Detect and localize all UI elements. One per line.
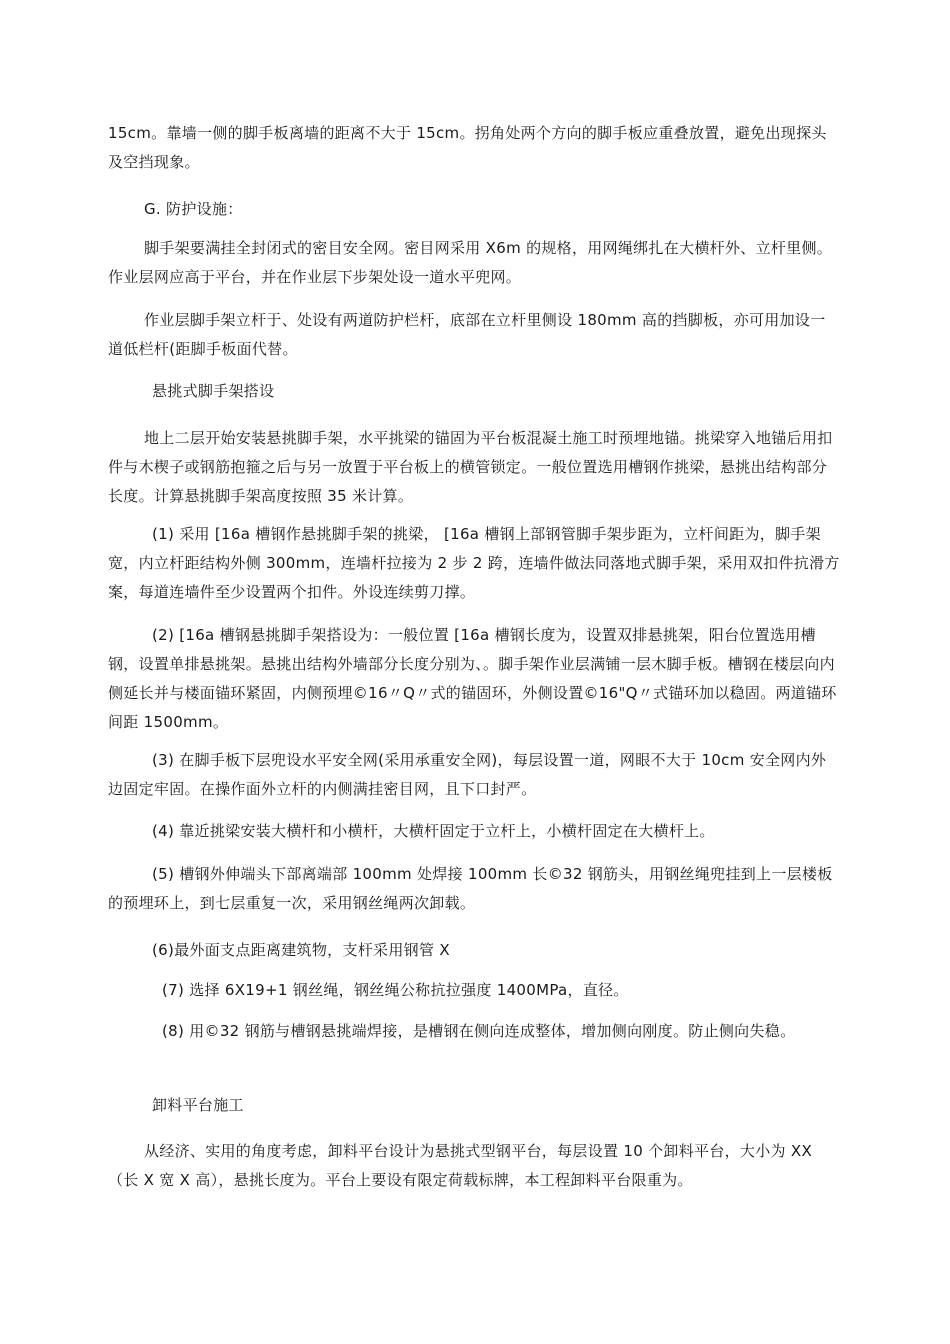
paragraph-safety-net: 脚手架要满挂全封闭式的密目安全网。密目网采用 X6m 的规格，用网绳绑扎在大横杆外、立杆里侧。作业层网应高于平台，并在作业层下步架处设一道水平兜网。 <box>108 239 833 286</box>
heading-cantilever-scaffold: 悬挑式脚手架搭设 <box>152 382 275 400</box>
heading-protection: G. 防护设施： <box>144 200 243 218</box>
list-item-4: (4) 靠近挑梁安装大横杆和小横杆，大横杆固定于立杆上，小横杆固定在大横杆上。 <box>152 822 715 840</box>
paragraph-unloading-platform: 从经济、实用的角度考虑，卸料平台设计为悬挑式型钢平台，每层设置 10 个卸料平台，大小为 XX（长 X 宽 X 高），悬挑长度为。平台上要设有限定荷载标牌，本工程卸料平台限重为。 <box>108 1142 813 1189</box>
paragraph-cantilever-install: 地上二层开始安装悬挑脚手架，水平挑梁的锚固为平台板混凝土施工时预埋地锚。挑梁穿入地锚后用扣件与木楔子或钢筋抱箍之后与另一放置于平台板上的横管锁定。一般位置选用槽钢作挑梁，悬挑出结构部分长度。计算悬挑脚手架高度按照 35 米计算。 <box>108 429 833 505</box>
paragraph-board-spacing: 15cm。靠墙一侧的脚手板离墙的距离不大于 15cm。拐角处两个方向的脚手板应重叠放置，避免出现探头及空挡现象。 <box>108 124 827 171</box>
list-item-3: (3) 在脚手板下层兜设水平安全网(采用承重安全网)，每层设置一道，网眼不大于 10cm 安全网内外边固定牢固。在操作面外立杆的内侧满挂密目网，且下口封严。 <box>108 751 827 798</box>
list-item-7: (7) 选择 6X19+1 钢丝绳，钢丝绳公称抗拉强度 1400MPa，直径。 <box>162 981 629 999</box>
list-item-2: (2) [16a 槽钢悬挑脚手架搭设为：一般位置 [16a 槽钢长度为，设置双排悬挑架，阳台位置选用槽钢，设置单排悬挑架。悬挑出结构外墙部分长度分别为、。脚手架作业层满铺一层木脚手板。槽钢在楼层向内侧延长并与楼面锚环紧固，内侧预埋©16〃Q〃式的锚固环，外侧设置©16"Q〃式锚环加以稳固。两道锚环间距 1500mm。 <box>108 626 837 731</box>
list-item-6: (6)最外面支点距离建筑物，支杆采用钢管 X <box>152 941 450 959</box>
paragraph-guardrail: 作业层脚手架立杆于、处设有两道防护栏杆，底部在立杆里侧设 180mm 高的挡脚板，亦可用加设一道低栏杆(距脚手板面代替。 <box>108 311 826 358</box>
list-item-5: (5) 槽钢外伸端头下部离端部 100mm 处焊接 100mm 长©32 钢筋头，用钢丝绳兜挂到上一层楼板的预埋环上，到七层重复一次，采用钢丝绳两次卸载。 <box>108 865 833 912</box>
list-item-8: (8) 用©32 钢筋与槽钢悬挑端焊接，是槽钢在侧向连成整体，增加侧向刚度。防止侧向失稳。 <box>162 1022 796 1040</box>
heading-unloading-platform: 卸料平台施工 <box>152 1096 244 1114</box>
list-item-1: (1) 采用 [16a 槽钢作悬挑脚手架的挑梁， [16a 槽钢上部钢管脚手架步距为，立杆间距为，脚手架宽，内立杆距结构外侧 300mm，连墙杆拉接为 2 步 2 跨，连墙件做法同落地式脚手架，采用双扣件抗滑方案，每道连墙件至少设置两个扣件。外设连续剪刀撑。 <box>108 525 840 601</box>
